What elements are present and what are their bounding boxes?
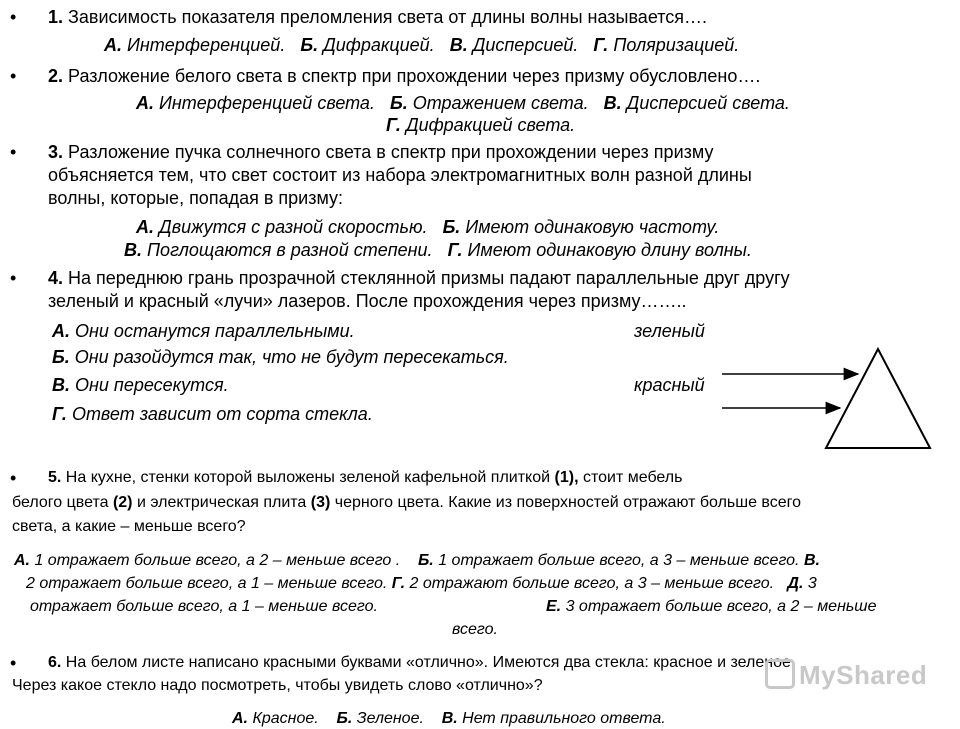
option-text: 2 отражают больше всего, а 3 – меньше всего.	[409, 575, 775, 592]
option-text: Интерференцией света.	[159, 93, 375, 113]
bullet: •	[10, 66, 17, 86]
question-1	[48, 6, 707, 28]
q5-options-row1	[14, 550, 820, 571]
q5-options-row3	[30, 596, 378, 617]
option-letter: В.	[603, 93, 622, 113]
option-text: 3	[807, 575, 817, 592]
q5-option-e	[546, 596, 876, 617]
option-letter: Б.	[442, 217, 461, 237]
option-letter: В.	[449, 35, 468, 55]
question-3-line1	[48, 141, 713, 163]
option-text: Имеют одинаковую частоту.	[465, 217, 720, 237]
question-number: 6.	[48, 654, 62, 671]
question-text: Разложение пучка солнечного света в спектр при прохождении через призму	[68, 142, 714, 162]
myshared-logo-icon	[765, 659, 795, 689]
question-number: 3.	[48, 142, 64, 162]
option-letter: А.	[104, 35, 122, 55]
option-text: Поляризацией.	[613, 35, 740, 55]
bullet: •	[10, 653, 17, 673]
question-4-line2: зеленый и красный «лучи» лазеров. После прохождения через призму……..	[48, 291, 687, 311]
q5-options-row2	[26, 573, 817, 594]
question-6-line1	[48, 652, 795, 673]
question-number: 4.	[48, 268, 64, 288]
question-text: белого цвета	[12, 494, 109, 511]
option-text: 2 отражает больше всего, а 1 – меньше всего.	[26, 575, 388, 592]
option-text: Они разойдутся так, что не будут пересекаться.	[74, 347, 509, 367]
option-letter: Б.	[300, 35, 319, 55]
question-number: 2.	[48, 66, 64, 86]
option-letter: Г.	[593, 35, 609, 55]
option-letter: Е.	[546, 598, 562, 615]
question-4-line1	[48, 267, 790, 289]
question-text: стоит мебель	[582, 469, 683, 486]
option-letter: Г.	[386, 115, 401, 135]
option-text: Нет правильного ответа.	[462, 710, 666, 727]
bullet: •	[10, 7, 17, 27]
q1-options	[104, 34, 739, 56]
question-2	[48, 65, 760, 87]
bullet: •	[10, 142, 17, 162]
option-letter: Б.	[417, 552, 434, 569]
option-letter: В.	[441, 710, 458, 727]
option-text: 3 отражает больше всего, а 2 – меньше	[565, 598, 877, 615]
prism-triangle	[826, 349, 930, 448]
question-5-line1	[48, 467, 682, 488]
option-letter: Б.	[389, 93, 408, 113]
question-text: На кухне, стенки которой выложены зеленой кафельной плиткой	[65, 469, 551, 486]
option-text: Они пересекутся.	[75, 375, 229, 395]
option-text: 1 отражает больше всего, а 2 – меньше всего .	[34, 552, 401, 569]
option-text: Дисперсией света.	[626, 93, 790, 113]
option-text: Они останутся параллельными.	[75, 321, 355, 341]
question-3-line2: объясняется тем, что свет состоит из набора электромагнитных волн разной длины	[48, 165, 752, 185]
option-text: Зеленое.	[356, 710, 424, 727]
option-letter: А.	[52, 321, 70, 341]
option-letter: А.	[232, 710, 248, 727]
option-letter: В.	[52, 375, 70, 395]
option-letter: Г.	[447, 240, 463, 260]
q4-option-a	[52, 320, 355, 342]
surface-marker: (1),	[554, 469, 579, 486]
option-letter: В.	[803, 552, 820, 569]
option-text: Дифракцией света.	[405, 115, 576, 135]
q3-options-row1	[136, 216, 719, 238]
option-text: Отражением света.	[412, 93, 589, 113]
option-text: 1 отражает больше всего, а 3 – меньше всего.	[438, 552, 800, 569]
q6-options	[232, 708, 666, 729]
q5-option-e-cont: всего.	[452, 621, 498, 638]
option-letter: Б.	[336, 710, 353, 727]
bullet: •	[10, 468, 17, 488]
question-number: 5.	[48, 469, 62, 486]
watermark-text: MyShared	[799, 660, 928, 690]
question-3-line3: волны, которые, попадая в призму:	[48, 188, 344, 208]
option-letter: Г.	[52, 404, 67, 424]
option-text: Интерференцией.	[127, 35, 286, 55]
q2-options-row2	[386, 114, 575, 136]
bullet: •	[10, 268, 17, 288]
question-text: черного цвета. Какие из поверхностей отражают больше всего	[334, 494, 802, 511]
question-5-line3: света, а какие – меньше всего?	[12, 518, 246, 535]
option-text: Движутся с разной скоростью.	[159, 217, 428, 237]
label-green: зеленый	[634, 321, 705, 341]
surface-marker: (2)	[112, 494, 133, 511]
question-text: На белом листе написано красными буквами «отлично». Имеются два стекла: красное и зеленое.	[65, 654, 796, 671]
q3-options-row2	[124, 239, 752, 261]
option-text: Ответ зависит от сорта стекла.	[71, 404, 373, 424]
option-text: Красное.	[252, 710, 319, 727]
q4-option-g	[52, 403, 373, 425]
option-text: Имеют одинаковую длину волны.	[467, 240, 752, 260]
watermark	[765, 660, 927, 692]
question-number: 1.	[48, 7, 64, 27]
label-red: красный	[634, 375, 705, 395]
option-letter: Г.	[391, 575, 406, 592]
question-text: Зависимость показателя преломления света от длины волны называется….	[68, 7, 708, 27]
question-text: Разложение белого света в спектр при прохождении через призму обусловлено….	[68, 66, 761, 86]
question-text: и электрическая плита	[136, 494, 307, 511]
surface-marker: (3)	[310, 494, 331, 511]
option-text: Поглощаются в разной степени.	[147, 240, 433, 260]
option-letter: А.	[136, 93, 154, 113]
q2-options-row1	[136, 92, 790, 114]
option-text: Дисперсией.	[472, 35, 579, 55]
option-text: отражает больше всего, а 1 – меньше всего.	[30, 598, 378, 615]
option-letter: Д.	[787, 575, 804, 592]
option-letter: А.	[14, 552, 30, 569]
option-letter: В.	[124, 240, 142, 260]
option-letter: А.	[136, 217, 154, 237]
q4-option-v	[52, 374, 229, 396]
option-letter: Б.	[52, 347, 70, 367]
question-text: На переднюю грань прозрачной стеклянной призмы падают параллельные друг другу	[68, 268, 790, 288]
q4-option-b	[52, 346, 509, 368]
question-5-line2	[12, 492, 801, 513]
question-6-line2: Через какое стекло надо посмотреть, чтобы увидеть слово «отлично»?	[12, 677, 543, 694]
option-text: Дифракцией.	[323, 35, 435, 55]
